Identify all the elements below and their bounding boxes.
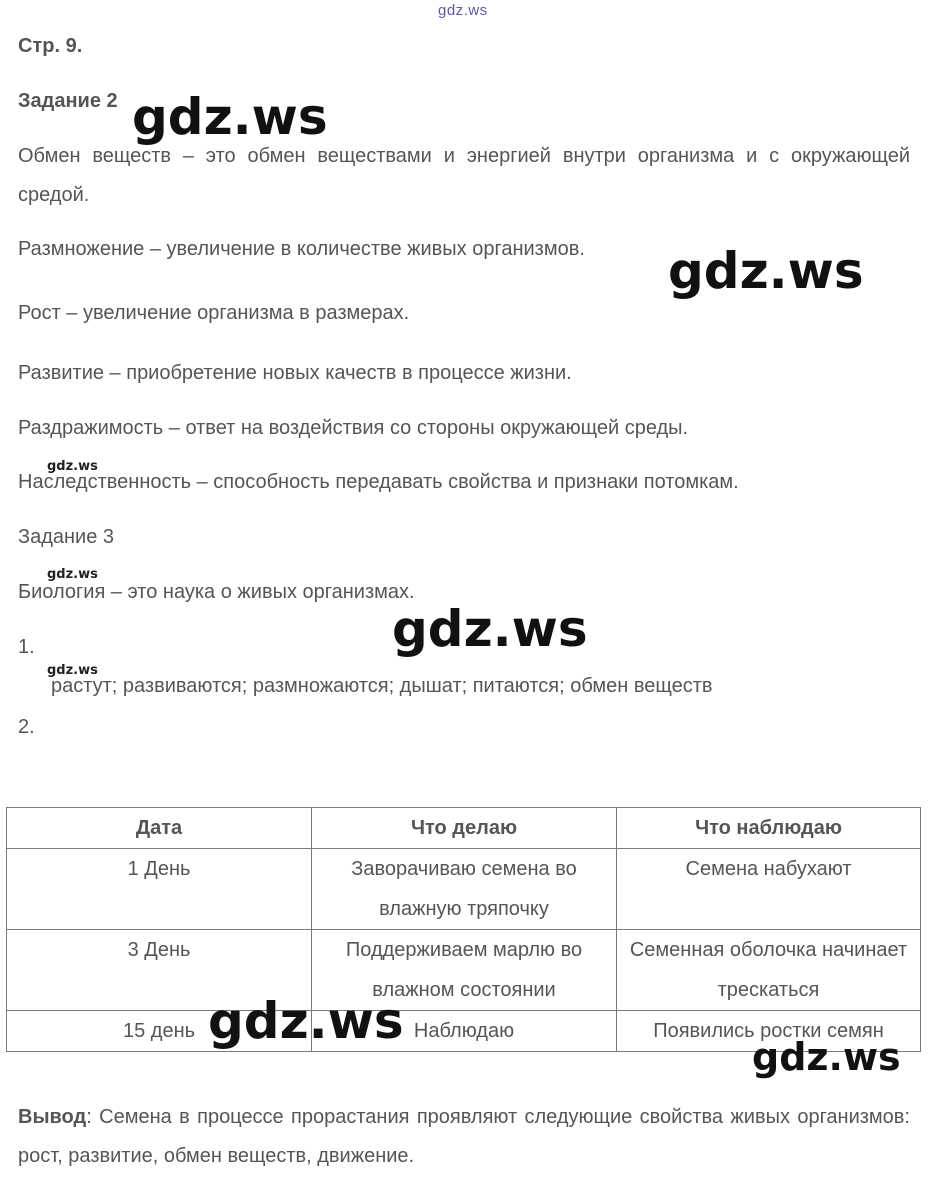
table-cell: 3 День bbox=[7, 930, 312, 1011]
table-row bbox=[7, 849, 921, 930]
table-cell: 1 День bbox=[7, 849, 312, 930]
definition-biology: Биология – это наука о живых организмах. bbox=[18, 581, 415, 603]
table-cell: Семенная оболочка начинает трескаться bbox=[617, 930, 921, 1011]
task3-heading: Задание 3 bbox=[18, 526, 115, 548]
watermark: gdz.ws bbox=[208, 992, 404, 1050]
task2-heading: Задание 2 bbox=[18, 90, 118, 112]
header-date: Дата bbox=[7, 808, 312, 849]
watermark: gdz.ws bbox=[752, 1035, 901, 1079]
header-observation: Что наблюдаю bbox=[617, 808, 921, 849]
definition-irritability: Раздражимость – ответ на воздействия со стороны окружающей среды. bbox=[18, 417, 689, 439]
definition-heredity: Наследственность – способность передавать свойства и признаки потомкам. bbox=[18, 471, 739, 493]
table-row bbox=[7, 930, 921, 1011]
watermark: gdz.ws bbox=[47, 567, 98, 582]
table-cell: 15 день bbox=[7, 1011, 312, 1052]
page-label: Стр. 9. bbox=[18, 35, 83, 57]
definition-metabolism: Обмен веществ – это обмен веществами и энергией внутри организма и с окружающей средой. bbox=[18, 145, 910, 206]
conclusion-label: Вывод bbox=[18, 1106, 87, 1128]
table-cell: Семена набухают bbox=[617, 849, 921, 930]
watermark: gdz.ws bbox=[392, 600, 588, 658]
definition-growth: Рост – увеличение организма в размерах. bbox=[18, 302, 410, 324]
header-action: Что делаю bbox=[312, 808, 617, 849]
watermark: gdz.ws bbox=[668, 242, 864, 300]
list-item-1-text: растут; развиваются; размножаются; дышат; питаются; обмен веществ bbox=[51, 675, 713, 697]
list-item-2-number: 2. bbox=[18, 716, 35, 738]
definition-reproduction: Размножение – увеличение в количестве живых организмов. bbox=[18, 238, 585, 260]
list-item-1-number: 1. bbox=[18, 636, 35, 658]
table-cell: Появились ростки семян bbox=[617, 1011, 921, 1052]
table-cell: Поддерживаем марлю во влажном состоянии bbox=[312, 930, 617, 1011]
watermark: gdz.ws bbox=[47, 459, 98, 474]
watermark: gdz.ws bbox=[47, 663, 98, 678]
table-header-row bbox=[7, 808, 921, 849]
watermark-top: gdz.ws bbox=[438, 2, 488, 19]
conclusion bbox=[18, 1098, 910, 1176]
table-cell: Наблюдаю bbox=[312, 1011, 617, 1052]
observation-table bbox=[6, 807, 921, 1052]
watermark: gdz.ws bbox=[132, 88, 328, 146]
conclusion-text: : Семена в процессе прорастания проявляют следующие свойства живых организмов: рост, развитие, обмен веществ, движение. bbox=[18, 1106, 910, 1167]
definition-development: Развитие – приобретение новых качеств в процессе жизни. bbox=[18, 362, 572, 384]
table-cell: Заворачиваю семена во влажную тряпочку bbox=[312, 849, 617, 930]
